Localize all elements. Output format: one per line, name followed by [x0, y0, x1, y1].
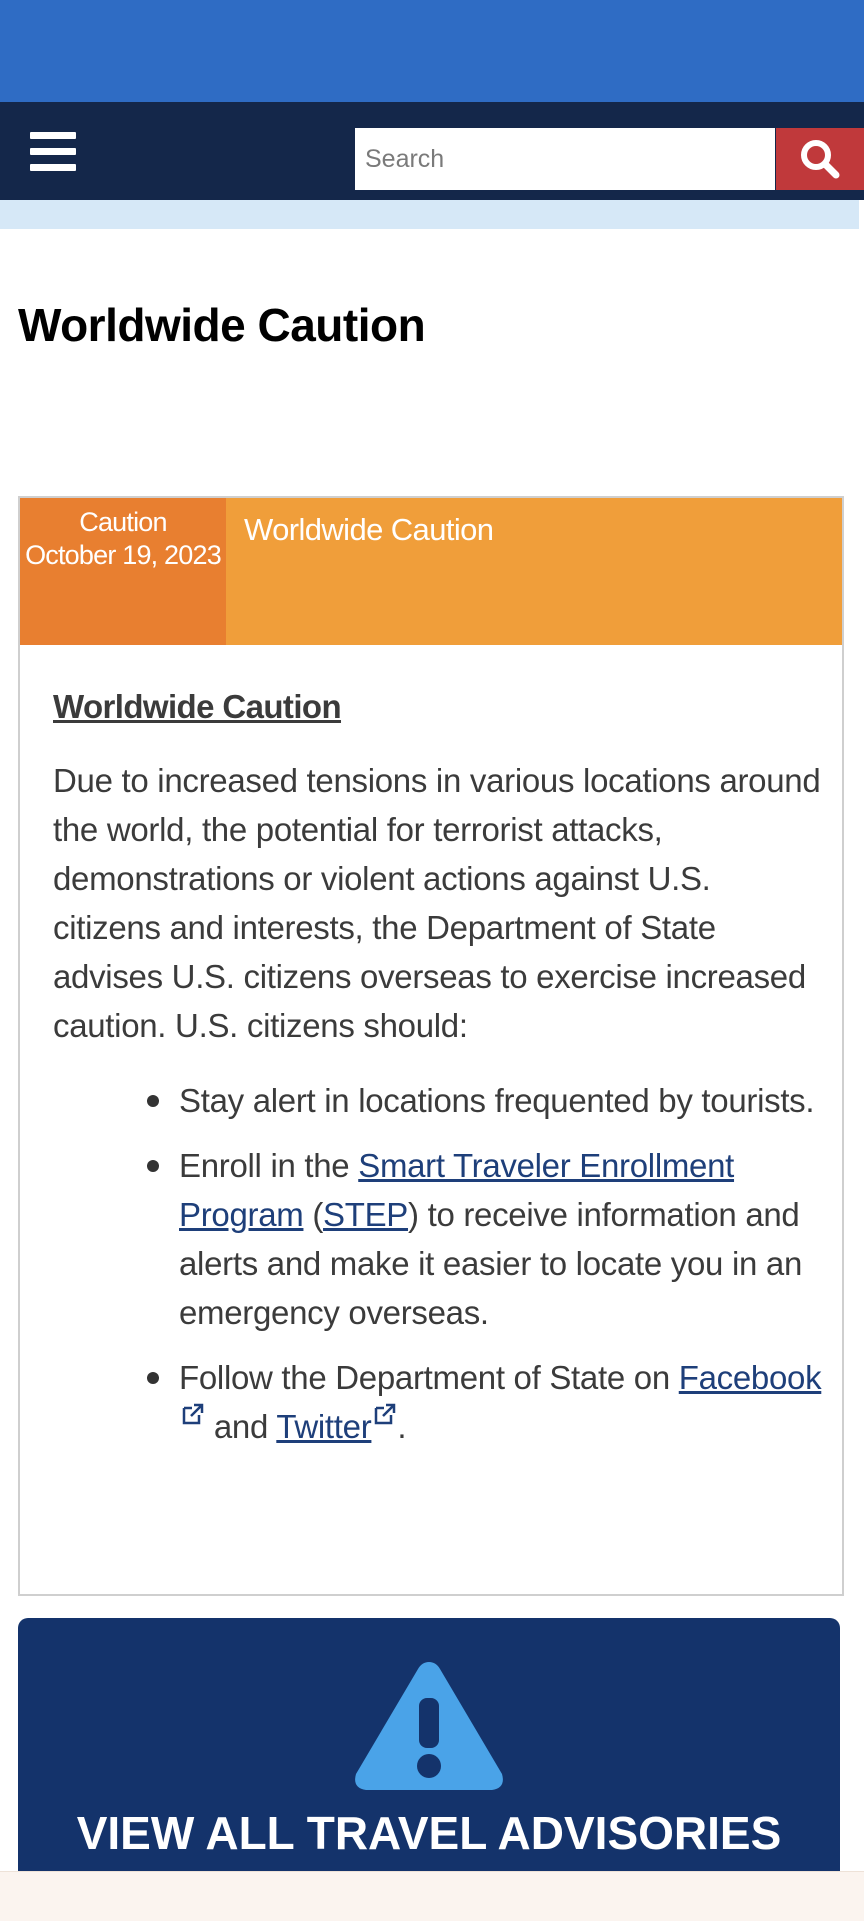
search-button[interactable] — [776, 128, 864, 190]
alert-card-title: Worldwide Caution — [244, 512, 494, 547]
page-title: Worldwide Caution — [18, 299, 426, 351]
list-item — [179, 1076, 823, 1125]
step-program-link[interactable]: Smart Traveler Enrollment Program — [179, 1147, 735, 1233]
bullet-text: and — [205, 1408, 277, 1445]
step-abbr-link[interactable]: STEP — [323, 1196, 409, 1233]
twitter-link[interactable]: Twitter — [276, 1408, 372, 1445]
alert-level: Caution — [79, 507, 167, 537]
recommendations-list — [53, 1076, 823, 1451]
bullet-text: . — [397, 1408, 407, 1445]
bullet-text: Follow the Department of State on — [179, 1359, 679, 1396]
list-item — [179, 1141, 823, 1337]
alert-date: October 19, 2023 — [25, 540, 221, 570]
alert-card-header — [20, 498, 842, 645]
list-item — [179, 1353, 823, 1451]
external-link-icon — [181, 1402, 205, 1426]
alert-date-box — [20, 498, 226, 645]
bullet-text: Stay alert in locations frequented by tourists. — [179, 1082, 815, 1119]
hamburger-icon[interactable] — [30, 132, 78, 172]
alert-body-heading: Worldwide Caution — [53, 688, 342, 725]
alert-card — [18, 496, 844, 1596]
alert-intro: Due to increased tensions in various locations around the world, the potential for terrorist attacks, demonstrations or violent actions against U.S. citizens and interests, the Department of State advises U.S. citizens overseas to exercise increased caution. U.S. citizens should: — [53, 762, 821, 1044]
bullet-text: Enroll in the — [179, 1147, 359, 1184]
top-banner — [0, 0, 864, 102]
bullet-icon — [147, 1095, 159, 1107]
facebook-link[interactable]: Facebook — [678, 1359, 822, 1396]
search-input[interactable] — [355, 128, 775, 190]
search-icon — [799, 138, 841, 180]
external-link-icon — [373, 1402, 397, 1426]
breadcrumb-strip — [0, 200, 859, 229]
alert-card-body — [53, 688, 823, 1467]
view-all-advisories-label: VIEW ALL TRAVEL ADVISORIES — [76, 1807, 782, 1859]
bottom-bar — [0, 1871, 864, 1921]
bullet-icon — [147, 1372, 159, 1384]
warning-triangle-icon — [352, 1656, 506, 1794]
bullet-icon — [147, 1160, 159, 1172]
bullet-text: ) to receive information and alerts and make it easier to locate you in an emergency overseas. — [179, 1196, 803, 1331]
bullet-text: ( — [303, 1196, 324, 1233]
